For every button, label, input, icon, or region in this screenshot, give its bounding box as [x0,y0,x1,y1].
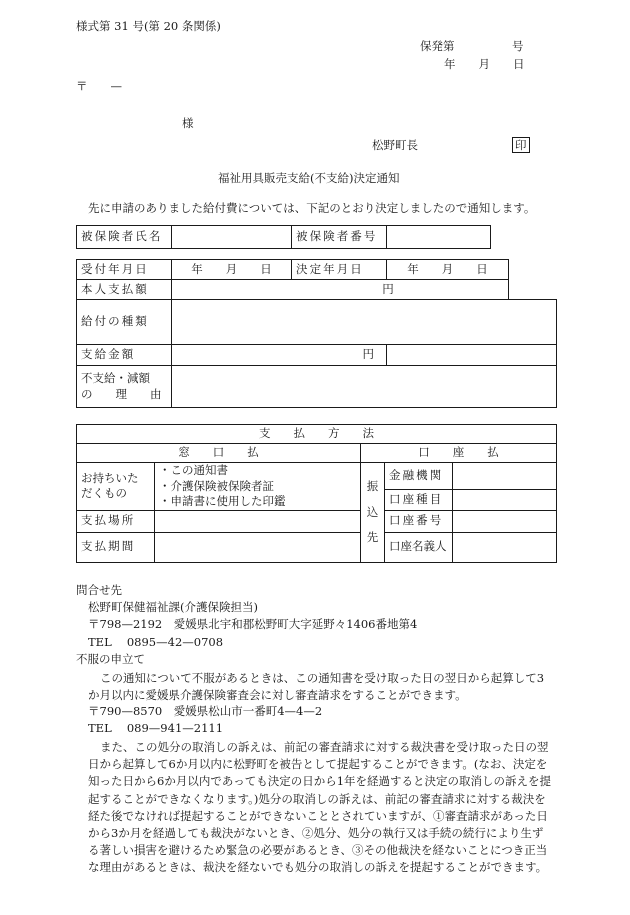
reason-label-line1: 不支給・減額 [81,370,150,385]
payment-period-label: 支払期間 [77,532,155,562]
decision-table [76,259,557,408]
bring-item: ・介護保険被保険者証 [159,478,274,493]
received-date-label: 受付年月日 [77,260,172,280]
account-holder-value [453,532,557,562]
postal-code: 〒 — [76,79,122,93]
appeal-paragraph-2: また、この処分の取消しの訴えは、前記の審査請求に対する裁決書を受け取った日の翌日から起算して6か月以内に松野町を被告として提起することができます。(なお、決定を知った日から6か月以内であっても決定の日から1年を経過すると決定の取消しの訴えを提起することができなくなります。)処分の取消しの訴えは、前記の審査請求に対する裁決を経た後でなければ提起することができないこととされていますが、①審査請求があった日から3か月を経過しても裁決がないとき、②処分、処分の執行又は手続の続行により生ずる著しい損害を避けるため緊急の必要があるとき、③その他裁決を経ないことにつき正当な理由があるときは、裁決を経ないでも処分の取消しの訴えを提起することができます。 [88,740,552,875]
insured-name-value [172,226,292,249]
account-number-label: 口座番号 [385,510,453,532]
self-pay-label: 本人支払額 [77,280,172,300]
bring-item: ・この通知書 [159,463,228,477]
payment-amount-label: 支給金額 [77,345,172,366]
transfer-char: 振 [366,479,379,494]
bring-items-label-line2: だくもの [81,486,127,501]
benefit-type-label: 給付の種類 [77,300,172,345]
account-holder-label: 口座名義人 [385,532,453,562]
contact-heading: 問合せ先 [76,583,122,597]
bring-items-label [77,463,155,511]
issuer: 松野町長 [372,138,418,152]
intro-text: 先に申請のありました給付費については、下記のとおり決定しましたので通知します。 [88,201,536,215]
document-number: 保発第 号 [420,39,524,53]
contact-office: 松野町保健福祉課(介護保険担当) [88,600,258,614]
account-type-value [453,489,557,510]
recipient-suffix: 様 [182,116,194,130]
account-type-label: 口座種目 [385,489,453,510]
form-id: 様式第 31 号(第 20 条関係) [76,19,221,33]
appeal-address: 〒790—8570 愛媛県松山市一番町4—4—2 [88,704,323,718]
bring-items-list [159,463,356,510]
bring-item: ・申請書に使用した印鑑 [159,494,286,509]
appeal-heading: 不服の申立て [76,652,145,666]
bank-value [453,463,557,490]
account-payment-heading: 口 座 払 [361,444,557,463]
insured-table [76,225,491,249]
payment-period-value [155,532,361,562]
payment-method-table [76,424,557,563]
decision-date-label: 決定年月日 [292,260,387,280]
received-date-value: 年 月 日 [172,260,292,280]
transfer-label [361,463,385,563]
blank-cell [509,260,557,300]
insured-number-label: 被保険者番号 [292,226,387,249]
payment-amount-blank [387,345,557,366]
self-pay-unit: 円 [172,280,509,300]
contact-tel: TEL 0895—42—0708 [88,635,224,649]
decision-date-value: 年 月 日 [387,260,509,280]
document-title: 福祉用具販売支給(不支給)決定通知 [218,171,400,185]
bring-items-cell [155,463,361,511]
counter-payment-heading: 窓 口 払 [77,444,361,463]
account-number-value [453,510,557,532]
bank-label: 金融機関 [385,463,453,490]
transfer-char: 先 [366,529,379,544]
payment-place-value [155,510,361,532]
reason-label [77,366,172,408]
seal-mark: 印 [512,137,530,153]
reason-label-line2: の 理 由 [81,386,162,401]
payment-place-label: 支払場所 [77,510,155,532]
transfer-char: 込 [366,504,379,519]
appeal-tel: TEL 089—941—2111 [88,721,224,735]
issue-date: 年 月 日 [444,57,525,71]
benefit-type-value [172,300,557,345]
payment-method-heading: 支 払 方 法 [77,425,557,444]
reason-value [172,366,557,408]
insured-name-label: 被保険者氏名 [77,226,172,249]
contact-address: 〒798—2192 愛媛県北宇和郡松野町大字延野々1406番地第4 [88,617,418,631]
insured-number-value [387,226,491,249]
payment-amount-unit: 円 [172,345,387,366]
appeal-paragraph-1: この通知について不服があるときは、この通知書を受け取った日の翌日から起算して3か月以内に愛媛県介護保険審査会に対し審査請求をすることができます。 [88,671,545,703]
bring-items-label-line1: お持ちいた [81,470,139,485]
